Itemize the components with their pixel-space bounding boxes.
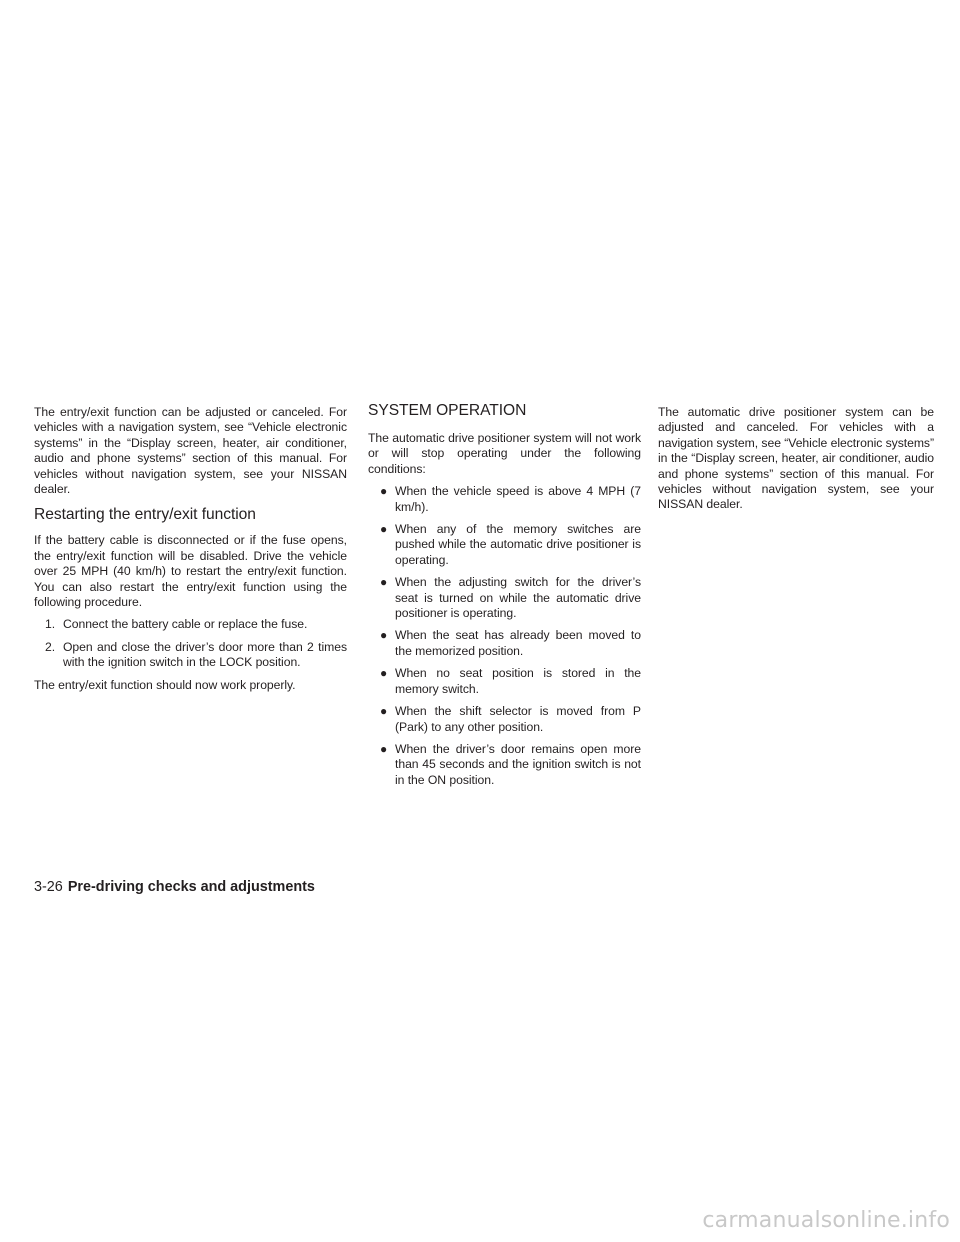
list-item-text: When no seat position is stored in the memory switch. [395,666,641,696]
step-number: 1. [45,617,56,632]
condition-list [368,484,641,788]
section-heading-restart: Restarting the entry/exit function [34,506,256,524]
list-item-text: When the adjusting switch for the driver’s seat is turned on while the automatic drive positioner is operating. [395,575,641,621]
page-number: 3-26 [34,879,63,895]
step-number: 2. [45,639,56,654]
system-intro-paragraph: The automatic drive positioner system will not work or will stop operating under the following conditions: [368,431,641,476]
bullet-icon: ● [380,575,388,590]
list-item-text: When any of the memory switches are pushed while the automatic drive positioner is operating. [395,522,641,567]
section-heading-system-operation: SYSTEM OPERATION [368,402,527,419]
bullet-icon: ● [380,628,388,643]
section-title: Pre-driving checks and adjustments [67,879,315,895]
bullet-icon: ● [380,666,388,681]
bullet-icon: ● [380,741,388,756]
watermark-text: carmanualsonline.info [702,1208,950,1233]
bullet-icon: ● [380,484,388,499]
page-footer [34,878,315,896]
list-item-text: When the seat has already been moved to the memorized position. [395,628,641,658]
list-item [368,704,641,735]
list-item-text: When the vehicle speed is above 4 MPH (7 km/h). [395,484,641,514]
step-item [34,617,347,632]
step-text: Connect the battery cable or replace the fuse. [63,617,308,632]
bullet-icon: ● [380,522,388,537]
list-item [368,628,641,659]
restart-steps [34,617,347,670]
right-column [658,405,934,513]
list-item [368,575,641,621]
list-item-text: When the shift selector is moved from P (Park) to any other position. [395,704,641,734]
left-column [34,405,347,693]
adjust-cancel-paragraph: The automatic drive positioner system can be adjusted and canceled. For vehicles with a navigation system, see “Vehicle electronic systems” in the “Display screen, heater, air conditioner, audio and phone systems” section of this manual. For vehicles without navigation system, see your NISSAN dealer. [658,405,934,512]
intro-paragraph: The entry/exit function can be adjusted or canceled. For vehicles with a navigation system, see “Vehicle electronic systems” in the “Display screen, heater, air conditioner, audio and phone systems” section of this manual. For vehicles without navigation system, see your NISSAN dealer. [34,405,347,497]
list-item [368,522,641,568]
middle-column [368,402,641,795]
list-item [368,666,641,697]
list-item [368,742,641,788]
list-item [368,484,641,515]
list-item-text: When the driver’s door remains open more than 45 seconds and the ignition switch is not in the ON position. [395,741,641,787]
step-item [34,640,347,671]
restart-paragraph: If the battery cable is disconnected or if the fuse opens, the entry/exit function will be disabled. Drive the vehicle over 25 MPH (40 km/h) to restart the entry/exit function. You can also restart the entry/exit function using the following procedure. [34,533,347,610]
bullet-icon: ● [380,704,388,719]
closing-paragraph: The entry/exit function should now work properly. [34,677,296,692]
step-text: Open and close the driver’s door more than 2 times with the ignition switch in the LOCK position. [63,639,347,670]
